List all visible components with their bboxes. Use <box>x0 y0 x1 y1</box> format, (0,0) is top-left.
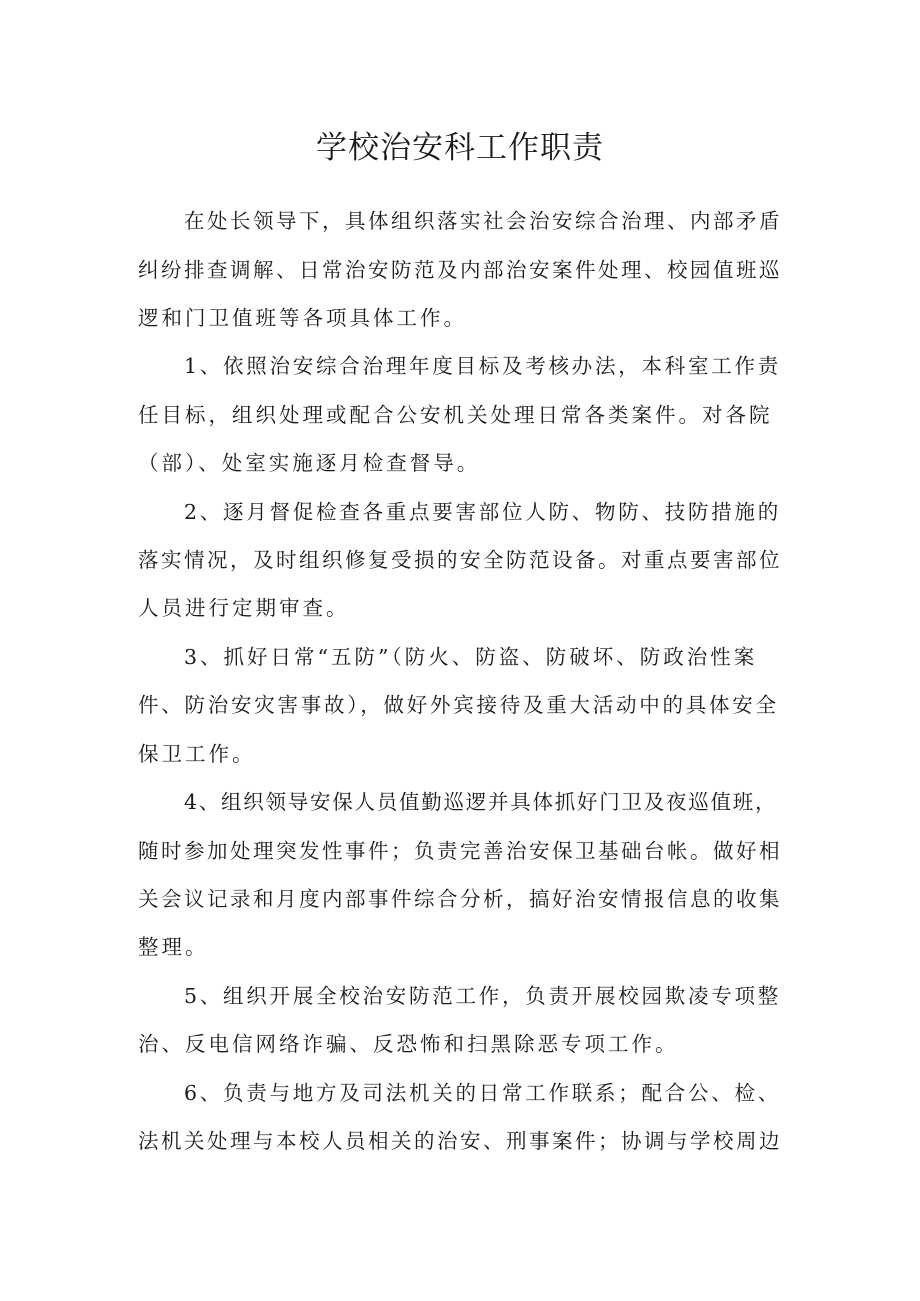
text-line: 法机关处理与本校人员相关的治安、刑事案件；协调与学校周边 <box>138 1129 782 1153</box>
text-line: 整理。 <box>138 935 209 959</box>
text-line: 件、防治安灾害事故），做好外宾接待及重大活动中的具体安全 <box>138 693 779 717</box>
text-line: 2、逐月督促检查各重点要害部位人防、物防、技防措施的 <box>184 500 782 524</box>
text-line: （部）、处室实施逐月检查督导。 <box>138 451 481 475</box>
document-title: 学校治安科工作职责 <box>316 130 604 166</box>
text-line: 5、组织开展全校治安防范工作，负责开展校园欺凌专项整 <box>184 984 782 1008</box>
text-line: 保卫工作。 <box>138 742 256 766</box>
text-line: 6、负责与地方及司法机关的日常工作联系；配合公、检、 <box>184 1081 782 1105</box>
text-line: 随时参加处理突发性事件；负责完善治安保卫基础台帐。做好相 <box>138 839 782 863</box>
text-line: 任目标，组织处理或配合公安机关处理日常各类案件。对各院 <box>138 403 773 427</box>
text-line: 3、抓好日常“五防”（防火、防盗、防破坏、防政治性案 <box>184 645 758 669</box>
text-line: 纠纷排查调解、日常治安防范及内部治安案件处理、校园值班巡 <box>138 258 782 282</box>
text-line: 关会议记录和月度内部事件综合分析，搞好治安情报信息的收集 <box>138 887 782 911</box>
text-line: 在处长领导下，具体组织落实社会治安综合治理、内部矛盾 <box>184 209 782 233</box>
text-line: 逻和门卫值班等各项具体工作。 <box>138 306 467 330</box>
text-line: 落实情况，及时组织修复受损的安全防范设备。对重点要害部位 <box>138 548 782 572</box>
text-line: 治、反电信网络诈骗、反恐怖和扫黑除恶专项工作。 <box>138 1032 679 1056</box>
text-line: 1、依照治安综合治理年度目标及考核办法，本科室工作责 <box>184 354 782 378</box>
text-line: 4、组织领导安保人员值勤巡逻并具体抓好门卫及夜巡值班， <box>184 790 778 814</box>
text-line: 人员进行定期审查。 <box>138 596 350 620</box>
